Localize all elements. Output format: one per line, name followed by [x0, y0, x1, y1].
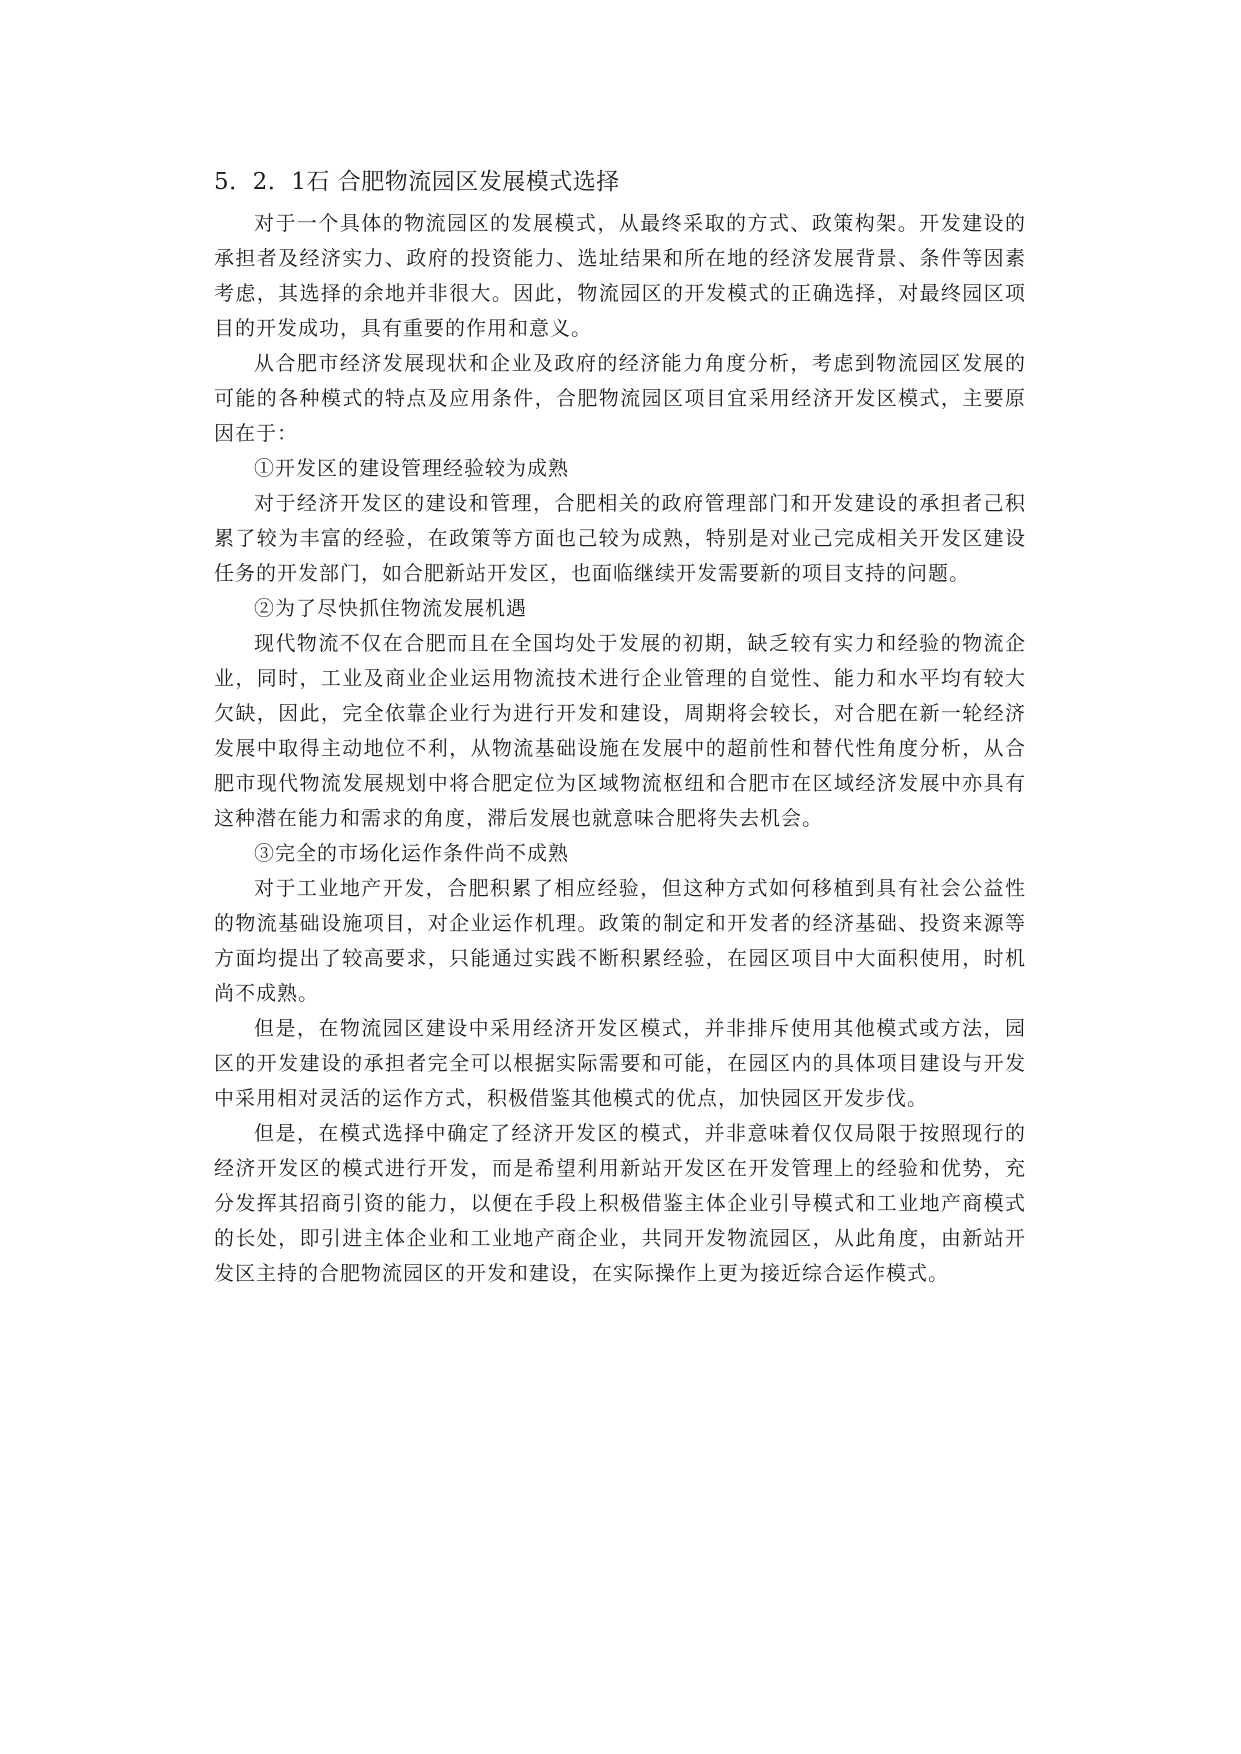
paragraph-however-2: 但是，在模式选择中确定了经济开发区的模式，并非意味着仅仅局限于按照现行的经济开发区的模式进行开发，而是希望利用新站开发区在开发管理上的经验和优势，充分发挥其招商引资的能力，以便在手段上积极借鉴主体企业引导模式和工业地产商模式的长处，即引进主体企业和工业地产商企业，共同开发物流园区，从此角度，由新站开发区主持的合肥物流园区的开发和建设，在实际操作上更为接近综合运作模式。: [214, 1121, 1026, 1285]
document-body: [214, 166, 1026, 1291]
paragraph-intro: 对于一个具体的物流园区的发展模式，从最终采取的方式、政策构架。开发建设的承担者及经济实力、政府的投资能力、选址结果和所在地的经济发展背景、条件等因素考虑，其选择的余地并非很大。因此，物流园区的开发模式的正确选择，对最终园区项目的开发成功，具有重要的作用和意义。: [214, 211, 1026, 340]
reason-heading-3: ③完全的市场化运作条件尚不成熟: [254, 841, 569, 865]
reason-heading-1: ①开发区的建设管理经验较为成熟: [254, 456, 569, 480]
paragraph-reason-2: 现代物流不仅在合肥而且在全国均处于发展的初期，缺乏较有实力和经验的物流企业，同时，工业及商业企业运用物流技术进行企业管理的自觉性、能力和水平均有较大欠缺，因此，完全依靠企业行为进行开发和建设，周期将会较长，对合肥在新一轮经济发展中取得主动地位不利，从物流基础设施在发展中的超前性和替代性角度分析，从合肥市现代物流发展规划中将合肥定位为区域物流枢纽和合肥市在区域经济发展中亦具有这种潜在能力和需求的角度，滞后发展也就意味合肥将失去机会。: [214, 631, 1026, 830]
reason-heading-2: ②为了尽快抓住物流发展机遇: [254, 596, 527, 620]
section-heading: 5．2．1石 合肥物流园区发展模式选择: [214, 169, 620, 195]
paragraph-reason-1: 对于经济开发区的建设和管理，合肥相关的政府管理部门和开发建设的承担者己积累了较为丰富的经验，在政策等方面也己较为成熟，特别是对业己完成相关开发区建设任务的开发部门，如合肥新站开发区，也面临继续开发需要新的项目支持的问题。: [214, 491, 1026, 585]
paragraph-analysis: 从合肥市经济发展现状和企业及政府的经济能力角度分析，考虑到物流园区发展的可能的各种模式的特点及应用条件，合肥物流园区项目宜采用经济开发区模式，主要原因在于：: [214, 351, 1026, 445]
paragraph-however-1: 但是，在物流园区建设中采用经济开发区模式，并非排斥使用其他模式或方法，园区的开发建设的承担者完全可以根据实际需要和可能，在园区内的具体项目建设与开发中采用相对灵活的运作方式，积极借鉴其他模式的优点，加快园区开发步伐。: [214, 1016, 1026, 1110]
paragraph-reason-3: 对于工业地产开发，合肥积累了相应经验，但这种方式如何移植到具有社会公益性的物流基础设施项目，对企业运作机理。政策的制定和开发者的经济基础、投资来源等方面均提出了较高要求，只能通过实践不断积累经验，在园区项目中大面积使用，时机尚不成熟。: [214, 876, 1026, 1005]
